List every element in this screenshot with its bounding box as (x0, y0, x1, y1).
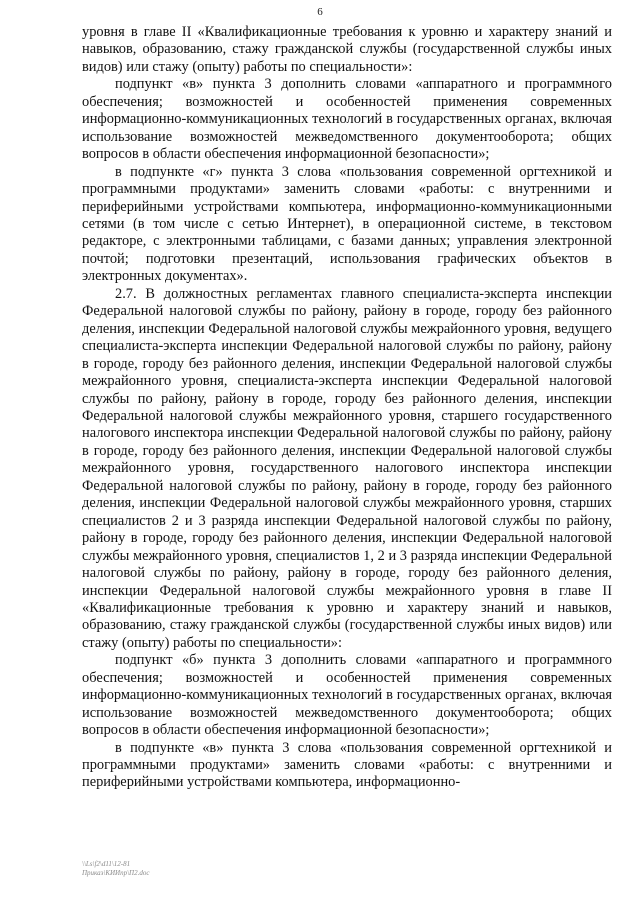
file-path-stamp (82, 860, 149, 878)
paragraph-subitem-v-replacement: в подпункте «в» пункта 3 слова «пользования современной оргтехникой и программными продуктами» заменить словами «работы: с внутренними и периферийными устройствами компьютера, информационно- (82, 739, 612, 791)
paragraph-section-2-7: 2.7. В должностных регламентах главного специалиста-эксперта инспекции Федеральной налоговой службы по району, району в городе, городу без районного деления, инспекции Федеральной налоговой службы межрайонного уровня, ведущего специалиста-эксперта инспекции Федеральной налоговой службы по району, району в городе, городу без районного деления, инспекции Федеральной налоговой службы межрайонного уровня, специалиста-эксперта инспекции Федеральной налоговой службы по району, району в городе, городу без районного деления, инспекции Федеральной налоговой службы межрайонного уровня, старшего государственного налогового инспектора инспекции Федеральной налоговой службы по району, району в городе, городу без районного деления, инспекции Федеральной налоговой службы межрайонного уровня, государственного налогового инспектора инспекции Федеральной налоговой службы по району, району в городе, городу без районного деления, инспекции Федеральной налоговой службы межрайонного уровня, старших специалистов 2 и 3 разряда инспекции Федеральной налоговой службы по району, району в городе, городу без районного деления, инспекции Федеральной налоговой службы межрайонного уровня, специалистов 1, 2 и 3 разряда инспекции Федеральной налоговой службы по району, району в городе, городу без районного деления, инспекции Федеральной налоговой службы межрайонного уровня в главе II «Квалификационные требования к уровню и характеру знаний и навыков, образованию, стажу гражданской службы (государственной службы иных видов) или стажу (опыту) работы по специальности»: (82, 285, 612, 651)
page-number: 6 (317, 6, 323, 18)
file-path-line-2: Приказ\КИИпр\П2.doc (82, 869, 150, 877)
paragraph-subitem-v-addition: подпункт «в» пункта 3 дополнить словами «аппаратного и программного обеспечения; возможностей и особенностей применения современных информационно-коммуникационных технологий в государственных органах, включая использование возможностей межведомственного документооборота; общих вопросов в области обеспечения информационной безопасности»; (82, 76, 612, 163)
paragraph-subitem-b-addition: подпункт «б» пункта 3 дополнить словами «аппаратного и программного обеспечения; возможностей и особенностей применения современных информационно-коммуникационных технологий в государственных органах, включая использование возможностей межведомственного документооборота; общих вопросов в области обеспечения информационной безопасности»; (82, 652, 612, 739)
document-body (82, 24, 612, 792)
paragraph-continuation: уровня в главе II «Квалификационные требования к уровню и характеру знаний и навыков, образованию, стажу гражданской службы (государственной службы иных видов) или стажу (опыту) работы по специальности»: (82, 24, 612, 75)
paragraph-subitem-g-replacement: в подпункте «г» пункта 3 слова «пользования современной оргтехникой и программными продуктами» заменить словами «работы: с внутренними и периферийными устройствами компьютера, информационно-коммуникационными сетями (в том числе с сетью Интернет), в операционной системе, в текстовом редакторе, с электронными таблицами, с базами данных; управления электронной почтой; подготовки презентаций, использования графических объектов в электронных документах». (82, 163, 612, 285)
file-path-line-1: \\Ls\f2\d11\12-81 (82, 860, 131, 868)
